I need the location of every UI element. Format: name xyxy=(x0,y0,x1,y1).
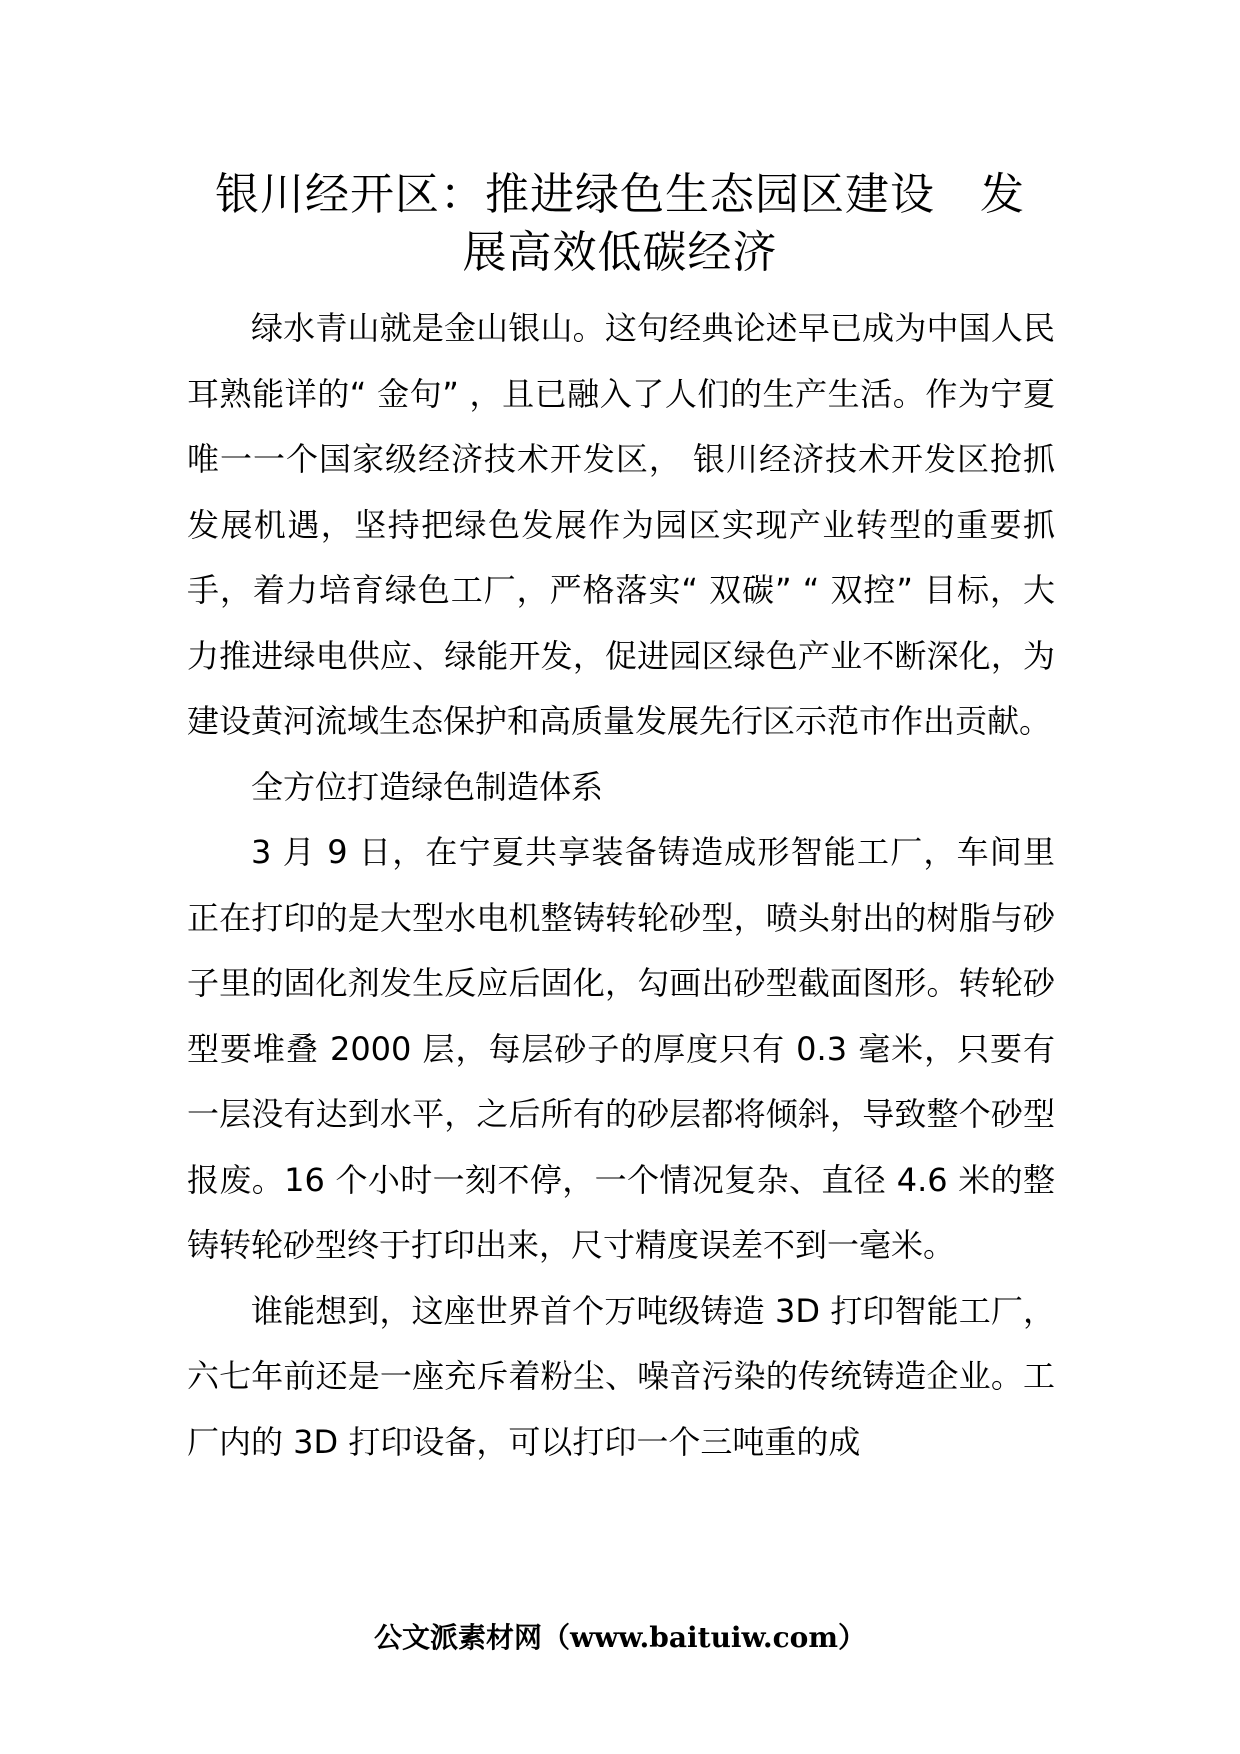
footer-watermark: 公文派素材网（www.baituiw.com） xyxy=(374,1621,866,1654)
title-line-2: 展高效低碳经济 xyxy=(462,227,778,278)
paragraph-factory: 3 月 9 日，在宁夏共享装备铸造成形智能工厂，车间里正在打印的是大型水电机整铸转轮砂型，喷头射出的树脂与砂子里的固化剂发生反应后固化，勾画出砂型截面图形。转轮砂型要堆叠 2000 层，每层砂子的厚度只有 0.3 毫米，只要有一层没有达到水平，之后所有的砂层都将倾斜，导致整个砂型报废。16 个小时一刻不停，一个情况复杂、直径 4.6 米的整铸转轮砂型终于打印出来，尺寸精度误差不到一毫米。 xyxy=(187,833,1055,1264)
document-title xyxy=(185,166,1055,282)
paragraph-3d-printing: 谁能想到，这座世界首个万吨级铸造 3D 打印智能工厂，六七年前还是一座充斥着粉尘、噪音污染的传统铸造企业。工厂内的 3D 打印设备，可以打印一个三吨重的成 xyxy=(187,1291,1055,1461)
title-line-1: 银川经开区：推进绿色生态园区建设 发 xyxy=(215,169,1025,220)
document-body xyxy=(187,296,1055,1475)
section-heading: 全方位打造绿色制造体系 xyxy=(251,767,604,806)
paragraph-intro: 绿水青山就是金山银山。这句经典论述早已成为中国人民耳熟能详的“ 金句” ，且已融入了人们的生产生活。作为宁夏唯一一个国家级经济技术开发区， 银川经济技术开发区抢抓发展机遇，坚持把绿色发展作为园区实现产业转型的重要抓手，着力培育绿色工厂，严格落实“ 双碳” “ 双控” 目标，大力推进绿电供应、绿能开发，促进园区绿色产业不断深化，为建设黄河流域生态保护和高质量发展先行区示范市作出贡献。 xyxy=(187,309,1055,740)
